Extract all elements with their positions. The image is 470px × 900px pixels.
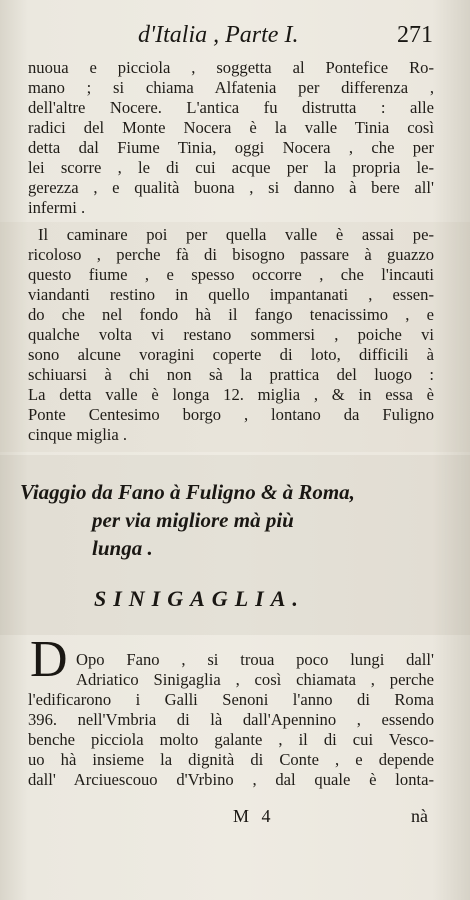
text-line: Opo Fano , si troua poco lungi dall' bbox=[76, 650, 434, 669]
text-line: schiuarsi à chi non sà la prattica del luogo : bbox=[28, 365, 434, 384]
text-line: cinque miglia . bbox=[28, 425, 128, 444]
page-number: 271 bbox=[397, 22, 433, 48]
running-header bbox=[138, 22, 433, 52]
text-line: dell'altre Nocere. L'antica fu distrutta : alle bbox=[28, 98, 434, 117]
text-line: nuoua e picciola , soggetta al Pontefice Ro- bbox=[28, 58, 434, 77]
city-heading: SINIGAGLIA. bbox=[94, 586, 305, 611]
text-line: questo fiume , e spesso occorre , che l'incauti bbox=[28, 265, 434, 284]
paragraph-sinigaglia bbox=[28, 650, 434, 790]
text-line: detta dal Fiume Tinia, oggi Nocera , che per bbox=[28, 138, 434, 157]
section-title-line: per via migliore mà più bbox=[92, 508, 294, 532]
text-line: ricoloso , perche fà di bisogno passare à guazzo bbox=[28, 245, 434, 264]
text-line: uo hà insieme la dignità di Conte , e depende bbox=[28, 750, 434, 769]
text-line: Ponte Centesimo borgo , lontano da Fuligno bbox=[28, 405, 434, 424]
section-title-line: Viaggio da Fano à Fuligno & à Roma, bbox=[20, 480, 355, 504]
section-title bbox=[20, 478, 434, 562]
text-line: gerezza , e qualità buona , si danno à bere all' bbox=[28, 178, 434, 197]
text-line: Adriatico Sinigaglia , così chiamata , perche bbox=[76, 670, 434, 689]
text-line: Il caminare poi per quella valle è assai pe- bbox=[38, 225, 434, 244]
text-line: sono alcune voragini coperte di loto, difficili à bbox=[28, 345, 434, 364]
text-line: benche picciola molto galante , il di cui Vesco- bbox=[28, 730, 434, 749]
text-line: do che nel fondo hà il fango tenacissimo , e bbox=[28, 305, 434, 324]
text-line: lei scorre , le di cui acque per la propria le- bbox=[28, 158, 434, 177]
paragraph-nocera bbox=[28, 58, 434, 218]
catchword: nà bbox=[411, 806, 428, 826]
text-line: infermi . bbox=[28, 198, 86, 217]
signature-mark: M 4 bbox=[233, 806, 275, 826]
paragraph-valle-tinia bbox=[28, 225, 434, 445]
text-line: qualche volta vi restano sommersi , poiche vi bbox=[28, 325, 434, 344]
drop-cap: D bbox=[30, 631, 68, 688]
text-line: La detta valle è longa 12. miglia , & in essa è bbox=[28, 385, 434, 404]
section-title-line: lunga . bbox=[92, 536, 153, 560]
text-line: l'edificarono i Galli Senoni l'anno di Roma bbox=[28, 690, 434, 709]
text-line: mano ; si chiama Alfatenia per differenza , bbox=[28, 78, 434, 97]
page-footer bbox=[28, 806, 434, 830]
text-line: dall' Arciuescouo d'Vrbino , dal quale è lonta- bbox=[28, 770, 434, 789]
text-line: viandanti restino in quello impantanati , essen- bbox=[28, 285, 434, 304]
running-title: d'Italia , Parte I. bbox=[138, 22, 299, 48]
text-line: 396. nell'Vmbria di là dall'Apennino , essendo bbox=[28, 710, 434, 729]
text-line: radici del Monte Nocera è la valle Tinia così bbox=[28, 118, 434, 137]
